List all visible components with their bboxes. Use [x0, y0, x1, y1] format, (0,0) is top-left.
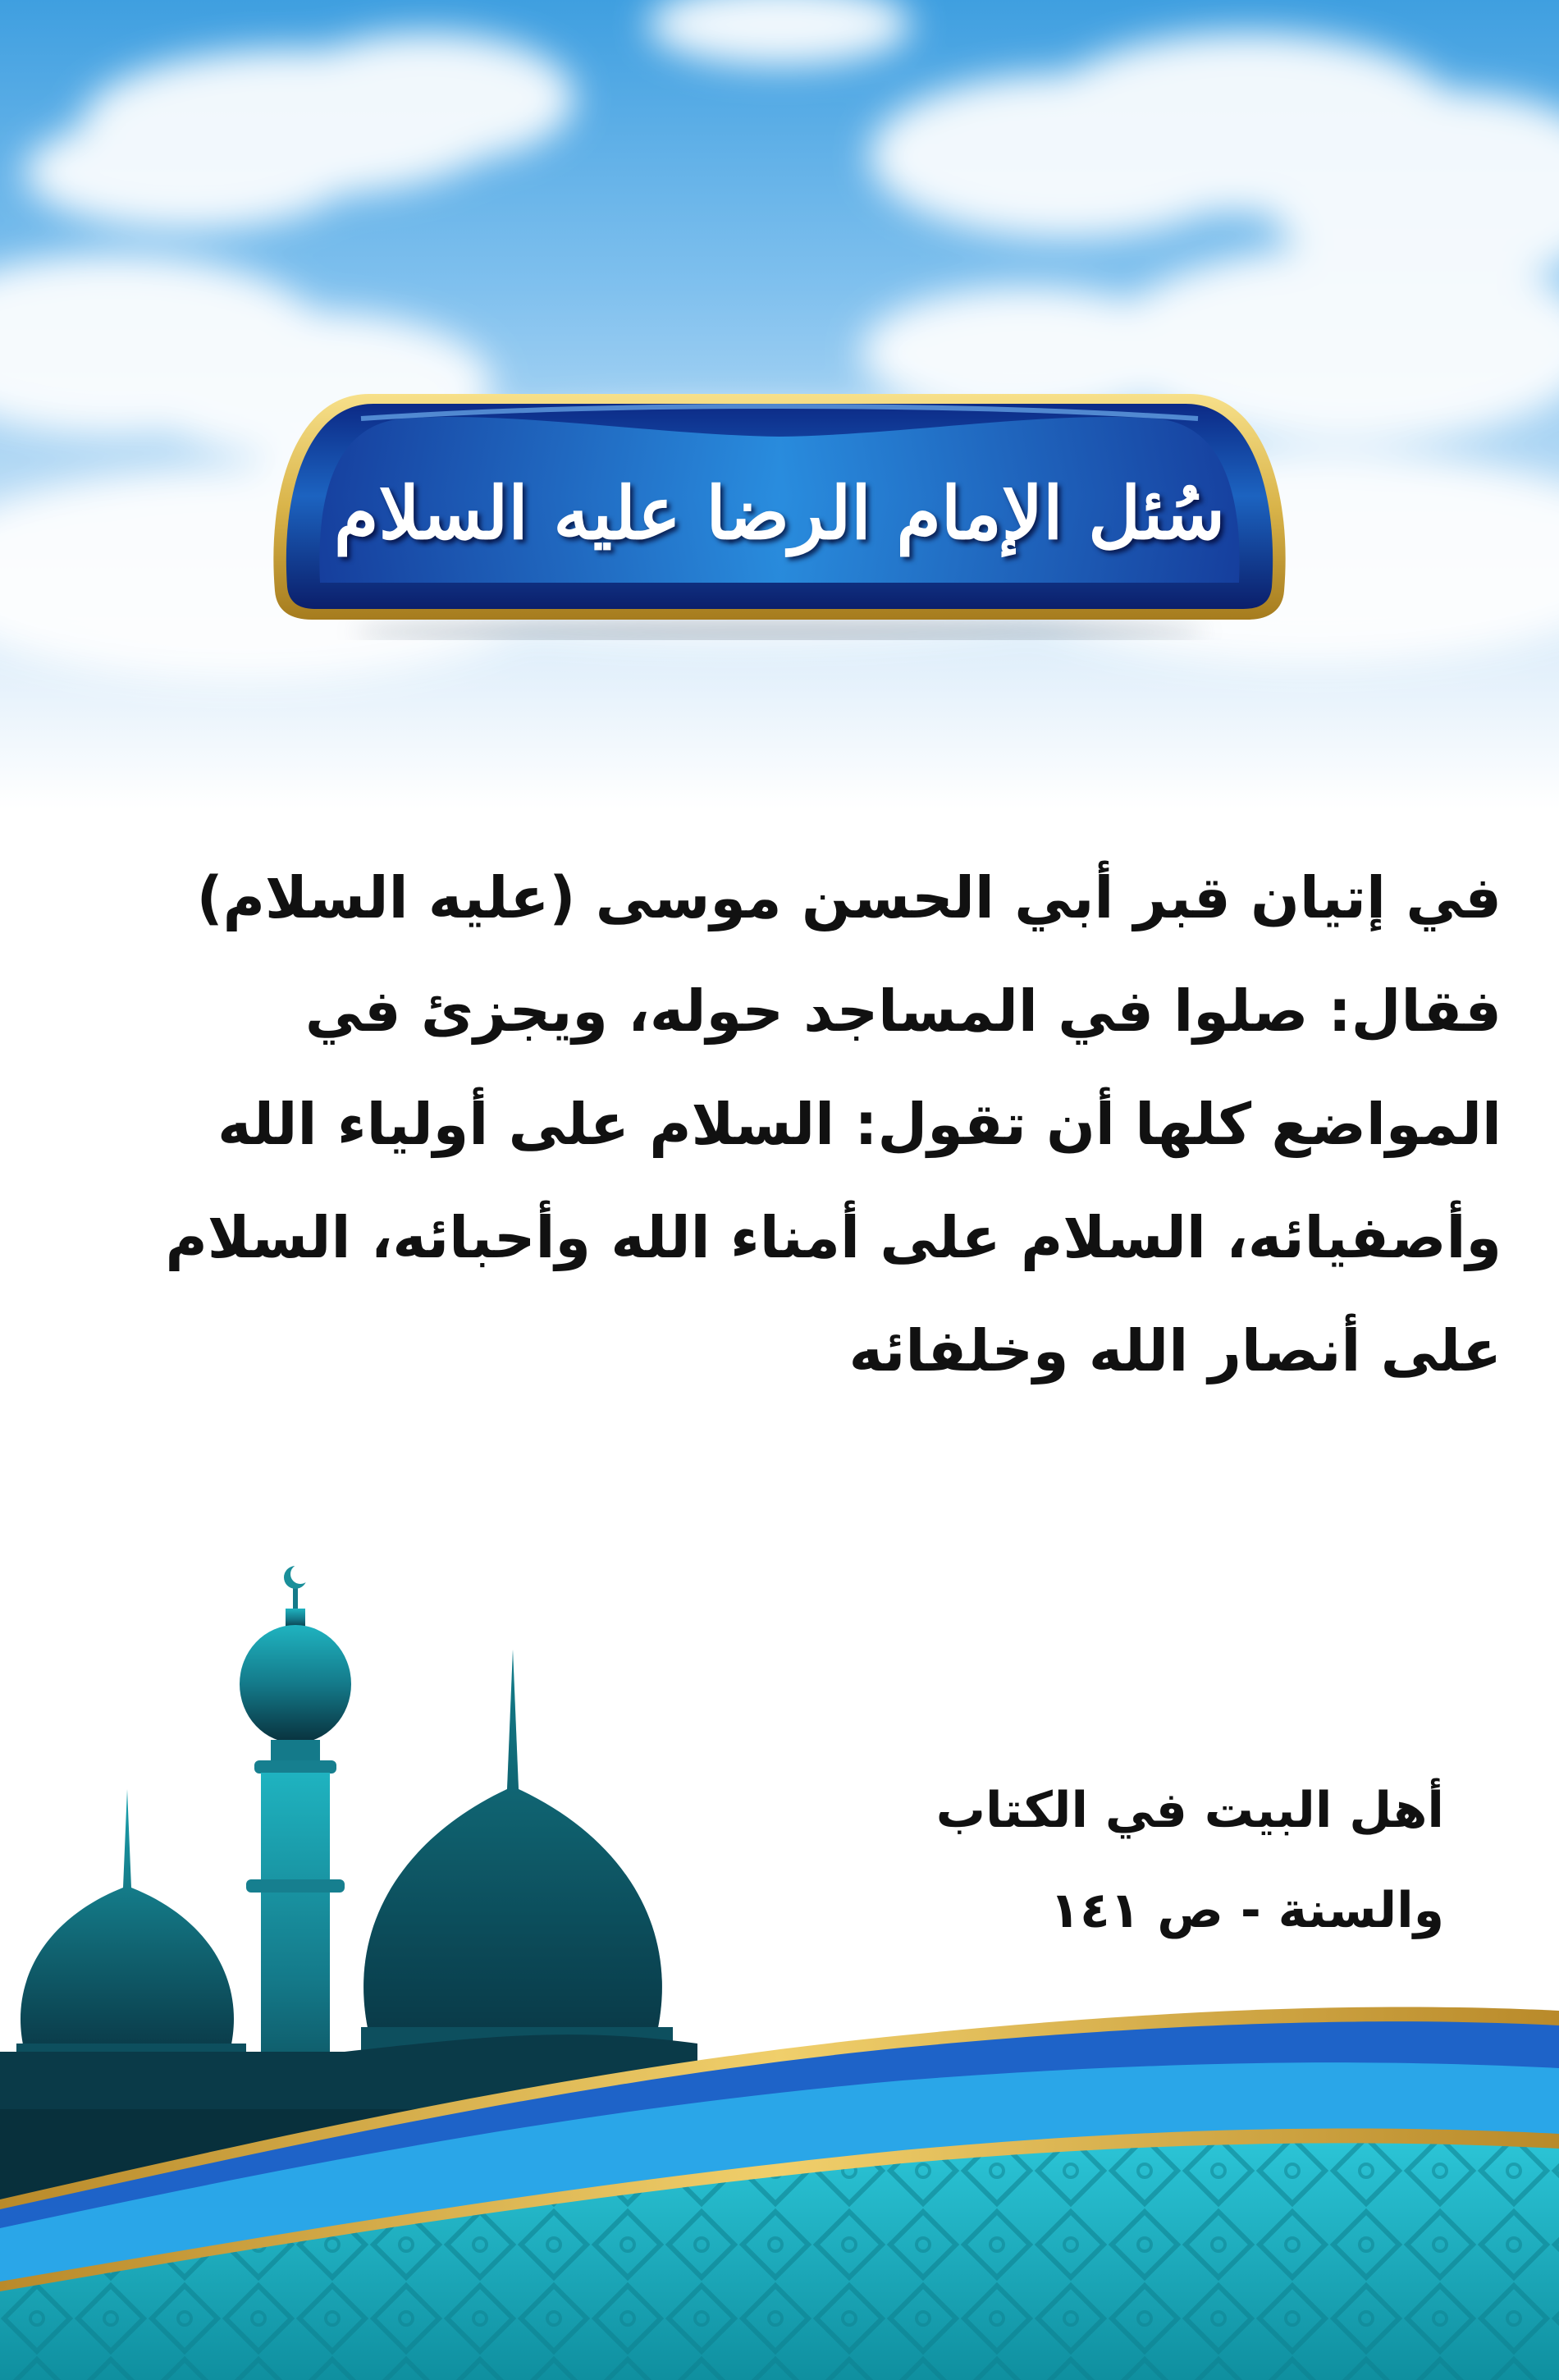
quote-line: في إتيان قبر أبي الحسن موسى (عليه السلام)	[196, 864, 1502, 931]
quote-line: المواضع كلها أن تقول: السلام على أولياء الله	[217, 1091, 1502, 1158]
quote-line: فقال: صلوا في المساجد حوله، ويجزئ في	[304, 977, 1502, 1045]
quote-text	[139, 841, 1502, 1407]
source-line-2: والسنة - ص ١٤١	[1049, 1882, 1444, 1939]
mosque-footer-decoration	[0, 1543, 1559, 2380]
quote-line: وأصفيائه، السلام على أمناء الله وأحبائه، السلام	[165, 1204, 1502, 1271]
crescent-icon	[284, 1564, 310, 1613]
banner-title: سُئل الإمام الرضا عليه السلام	[333, 470, 1226, 556]
quote-line: على أنصار الله وخلفائه	[848, 1317, 1502, 1385]
source-line-1: أهل البيت في الكتاب	[935, 1782, 1444, 1839]
